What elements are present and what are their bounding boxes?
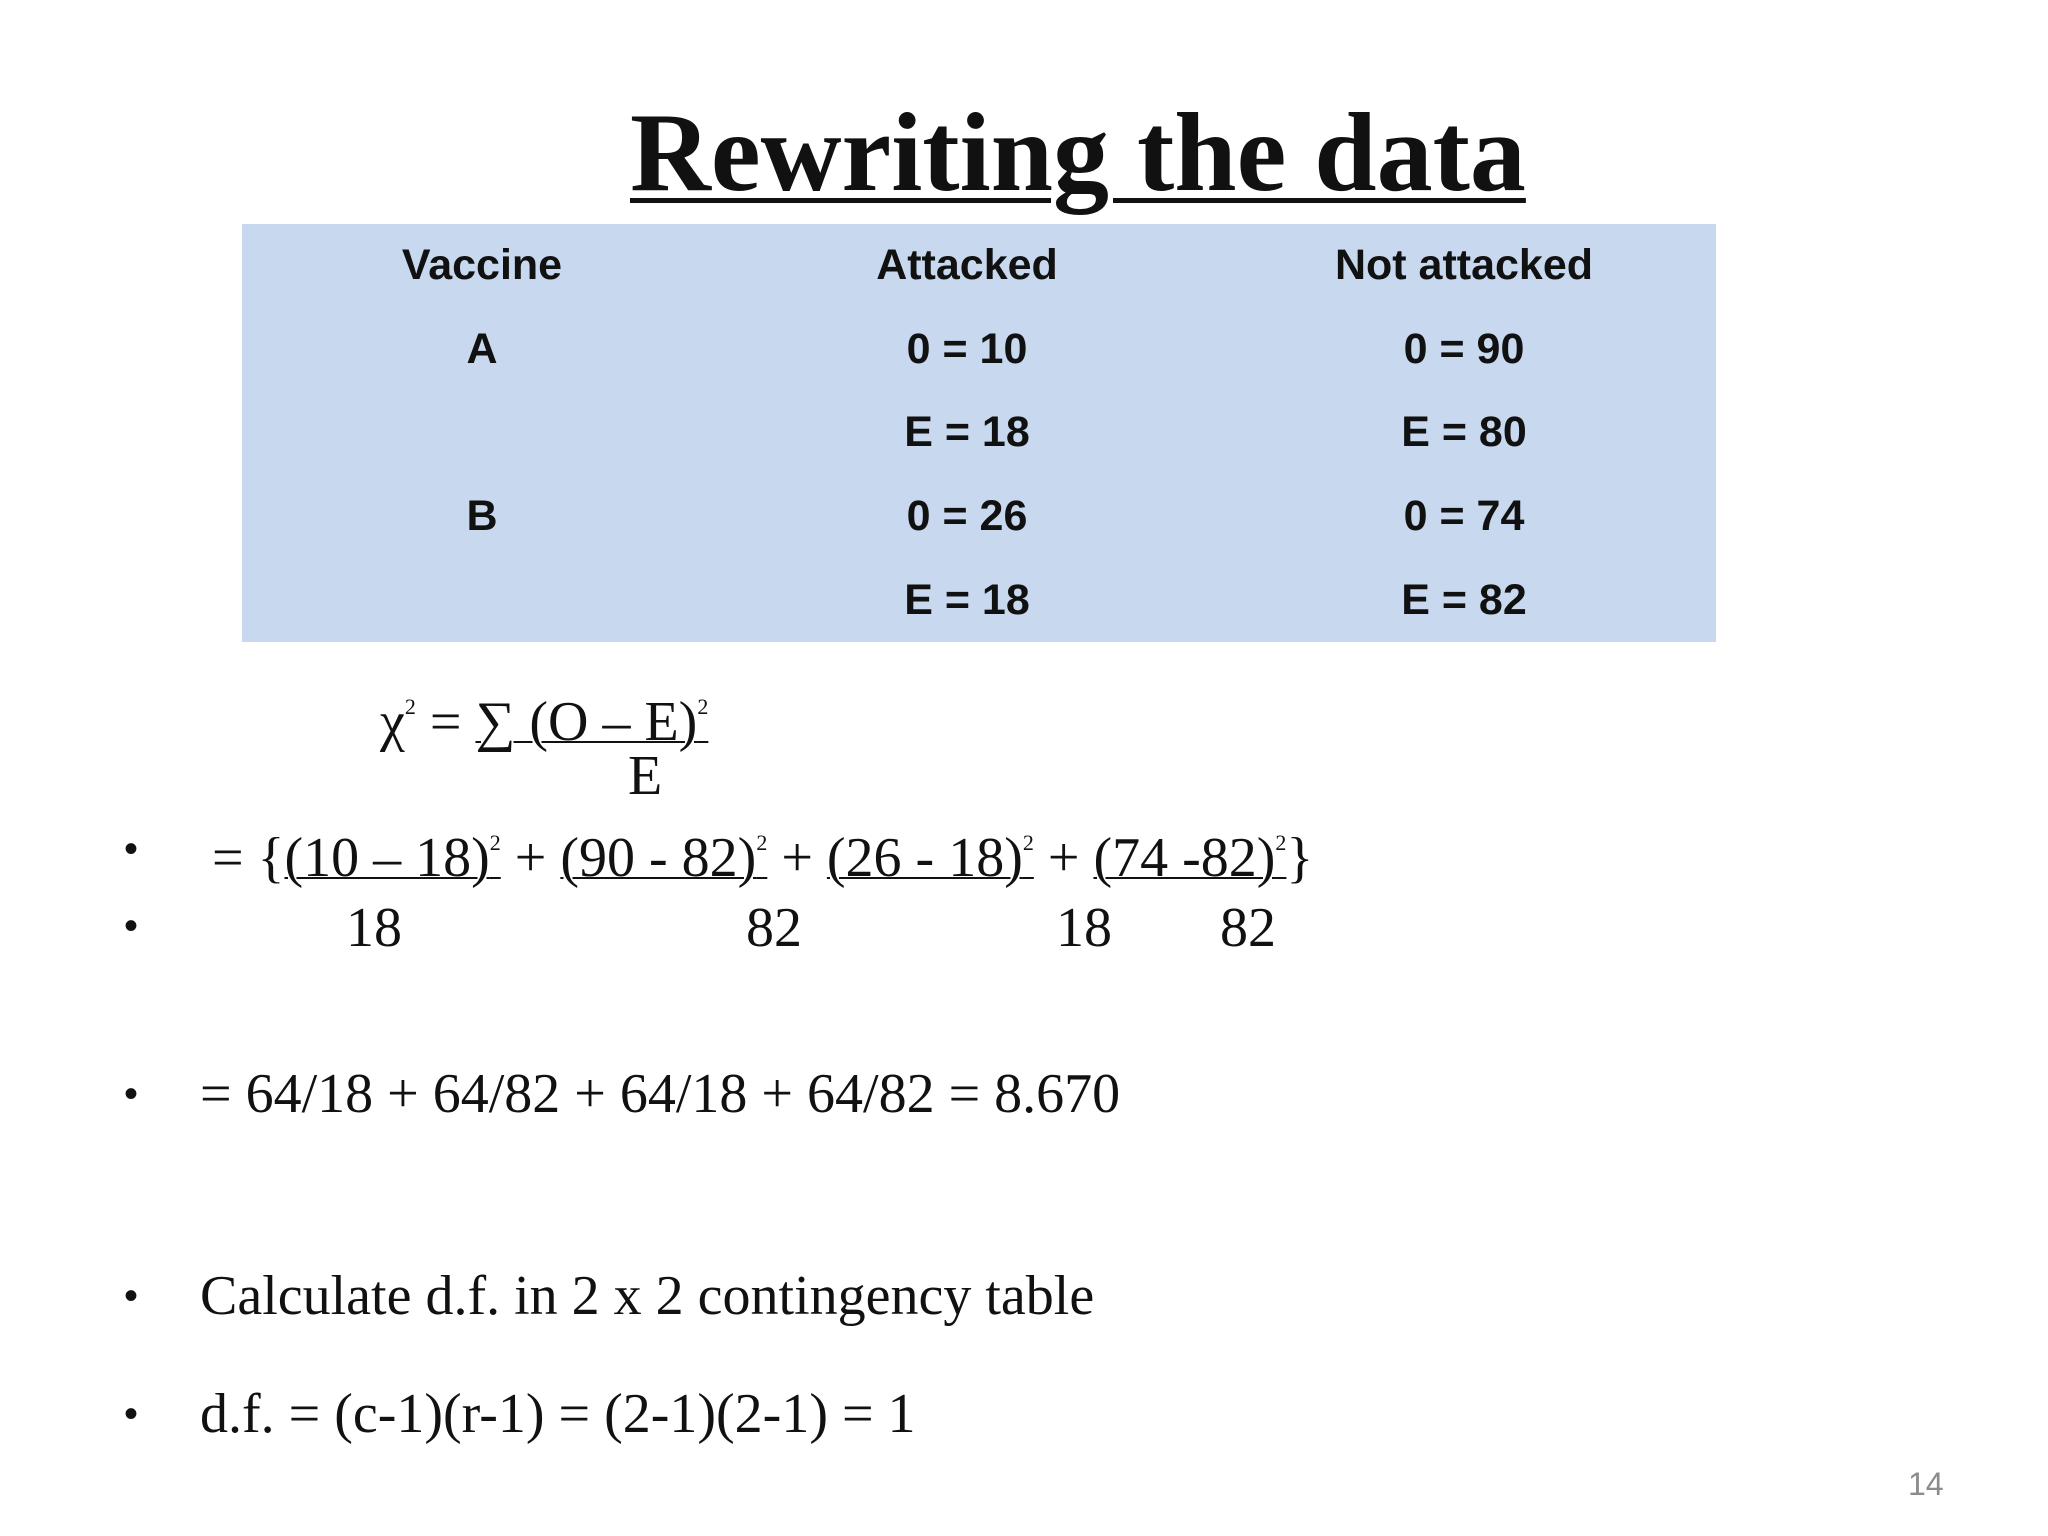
term-2 xyxy=(560,827,767,889)
bullet-1: • xyxy=(124,827,139,871)
slide-title: Rewriting the data xyxy=(630,91,1526,215)
chi-square-formula xyxy=(380,675,708,754)
step-result: = 64/18 + 64/82 + 64/18 + 64/82 = 8.670 xyxy=(200,1063,1121,1125)
bullet-2: • xyxy=(124,904,139,948)
table-cell: E = 18 xyxy=(904,408,1030,457)
table-cell: 0 = 10 xyxy=(906,324,1028,373)
table-header-row xyxy=(242,224,1716,308)
plus-2: + xyxy=(767,827,827,889)
term-4-text: (74 -82) xyxy=(1093,827,1276,889)
formula-denominator: E xyxy=(628,745,663,807)
bullet-4: • xyxy=(124,1274,139,1318)
vaccine-data-table xyxy=(242,224,1716,642)
table-cell: E = 80 xyxy=(1401,408,1527,457)
term-2-exp: 2 xyxy=(756,830,768,855)
denominator-4: 82 xyxy=(1220,897,1276,959)
expansion-close: } xyxy=(1286,827,1314,889)
table-cell: E = 82 xyxy=(1401,575,1527,624)
header-vaccine: Vaccine xyxy=(401,241,563,290)
step-expansion xyxy=(212,811,1313,890)
header-attacked: Attacked xyxy=(876,241,1058,290)
table-cell xyxy=(242,558,722,642)
formula-numerator-text: ∑ (O – E) xyxy=(475,691,698,753)
table-cell: B xyxy=(466,492,498,541)
table-row xyxy=(242,475,1716,559)
plus-1: + xyxy=(500,827,561,889)
term-1 xyxy=(284,827,500,889)
table-cell: 0 = 90 xyxy=(1403,324,1525,373)
bullet-3: • xyxy=(124,1072,139,1116)
term-3 xyxy=(827,827,1034,889)
chi-symbol: χ xyxy=(380,691,405,753)
denominator-3: 18 xyxy=(1056,897,1112,959)
table-cell: 0 = 26 xyxy=(906,492,1028,541)
term-2-text: (90 - 82) xyxy=(560,827,757,889)
expansion-open: = { xyxy=(212,827,285,889)
denominator-1: 18 xyxy=(346,897,402,959)
table-cell: A xyxy=(466,324,498,373)
term-4 xyxy=(1093,827,1286,889)
step-df-instruction: Calculate d.f. in 2 x 2 contingency table xyxy=(200,1265,1095,1327)
table-cell xyxy=(242,391,722,475)
table-row xyxy=(242,308,1716,392)
term-3-exp: 2 xyxy=(1022,830,1034,855)
table-row xyxy=(242,558,1716,642)
bullet-5: • xyxy=(124,1392,139,1436)
denominator-2: 82 xyxy=(746,897,802,959)
table-row xyxy=(242,391,1716,475)
header-not-attacked: Not attacked xyxy=(1334,241,1594,290)
formula-equals: = xyxy=(415,691,476,753)
term-3-text: (26 - 18) xyxy=(826,827,1023,889)
numerator-exponent: 2 xyxy=(697,694,709,719)
term-1-text: (10 – 18) xyxy=(284,827,490,889)
step-df-formula: d.f. = (c-1)(r-1) = (2-1)(2-1) = 1 xyxy=(200,1383,916,1445)
formula-numerator xyxy=(475,691,708,753)
chi-exponent: 2 xyxy=(404,694,416,719)
table-cell: 0 = 74 xyxy=(1403,492,1525,541)
page-number: 14 xyxy=(1908,1466,1944,1502)
term-1-exp: 2 xyxy=(489,830,501,855)
plus-3: + xyxy=(1033,827,1094,889)
table-cell: E = 18 xyxy=(904,575,1030,624)
term-4-exp: 2 xyxy=(1275,830,1287,855)
